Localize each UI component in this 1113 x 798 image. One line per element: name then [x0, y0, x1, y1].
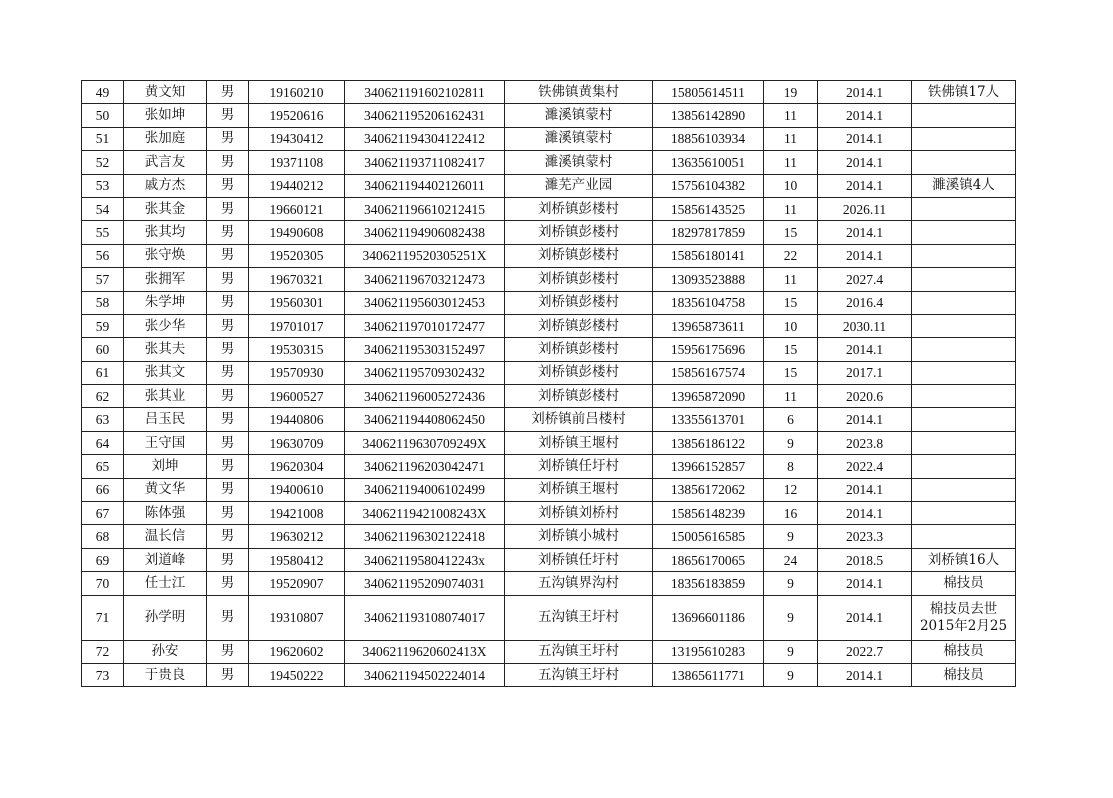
cell-remark — [912, 268, 1016, 291]
cell-phone: 13195610283 — [653, 640, 764, 663]
cell-address: 刘桥镇任圩村 — [505, 548, 653, 571]
cell-id-number: 340621194006102499 — [345, 478, 505, 501]
cell-phone: 13865611771 — [653, 663, 764, 686]
cell-name: 吕玉民 — [124, 408, 207, 431]
cell-name: 张守焕 — [124, 244, 207, 267]
cell-phone: 18356104758 — [653, 291, 764, 314]
table-row — [82, 81, 1016, 104]
cell-id-number: 340621195603012453 — [345, 291, 505, 314]
cell-id-number: 34062119421008243X — [345, 502, 505, 525]
table-row — [82, 268, 1016, 291]
cell-birth-date: 19490608 — [249, 221, 345, 244]
cell-address: 刘桥镇彭楼村 — [505, 385, 653, 408]
cell-name: 陈体强 — [124, 502, 207, 525]
cell-years: 16 — [764, 502, 818, 525]
cell-gender: 男 — [207, 361, 249, 384]
cell-name: 孙学明 — [124, 595, 207, 640]
cell-id-number: 340621191602102811 — [345, 81, 505, 104]
cell-address: 刘桥镇彭楼村 — [505, 221, 653, 244]
cell-years: 10 — [764, 174, 818, 197]
table-row — [82, 151, 1016, 174]
cell-name: 刘道峰 — [124, 548, 207, 571]
cell-address: 五沟镇界沟村 — [505, 572, 653, 595]
cell-birth-date: 19520305 — [249, 244, 345, 267]
cell-date: 2014.1 — [818, 81, 912, 104]
cell-date: 2027.4 — [818, 268, 912, 291]
cell-years: 8 — [764, 455, 818, 478]
cell-number: 49 — [82, 81, 124, 104]
cell-number: 67 — [82, 502, 124, 525]
cell-gender: 男 — [207, 268, 249, 291]
cell-date: 2014.1 — [818, 502, 912, 525]
cell-address: 刘桥镇彭楼村 — [505, 338, 653, 361]
cell-id-number: 340621196203042471 — [345, 455, 505, 478]
cell-address: 五沟镇王圩村 — [505, 640, 653, 663]
cell-number: 51 — [82, 127, 124, 150]
cell-number: 60 — [82, 338, 124, 361]
cell-gender: 男 — [207, 127, 249, 150]
cell-birth-date: 19630709 — [249, 431, 345, 454]
cell-phone: 18656170065 — [653, 548, 764, 571]
cell-gender: 男 — [207, 385, 249, 408]
cell-gender: 男 — [207, 314, 249, 337]
cell-address: 刘桥镇彭楼村 — [505, 268, 653, 291]
table-row — [82, 502, 1016, 525]
cell-name: 刘坤 — [124, 455, 207, 478]
cell-gender: 男 — [207, 151, 249, 174]
cell-id-number: 340621194906082438 — [345, 221, 505, 244]
cell-address: 刘桥镇刘桥村 — [505, 502, 653, 525]
cell-gender: 男 — [207, 478, 249, 501]
cell-remark — [912, 127, 1016, 150]
cell-name: 温长信 — [124, 525, 207, 548]
cell-gender: 男 — [207, 197, 249, 220]
cell-address: 濉芜产业园 — [505, 174, 653, 197]
cell-phone: 15005616585 — [653, 525, 764, 548]
cell-number: 53 — [82, 174, 124, 197]
cell-number: 69 — [82, 548, 124, 571]
cell-phone: 13635610051 — [653, 151, 764, 174]
table-row — [82, 525, 1016, 548]
cell-remark: 铁佛镇17人 — [912, 81, 1016, 104]
cell-name: 孙安 — [124, 640, 207, 663]
cell-gender: 男 — [207, 663, 249, 686]
cell-address: 刘桥镇彭楼村 — [505, 314, 653, 337]
cell-remark — [912, 104, 1016, 127]
cell-phone: 15856167574 — [653, 361, 764, 384]
cell-name: 张其金 — [124, 197, 207, 220]
cell-remark: 濉溪镇4人 — [912, 174, 1016, 197]
cell-date: 2014.1 — [818, 408, 912, 431]
cell-date: 2020.6 — [818, 385, 912, 408]
table-row — [82, 431, 1016, 454]
cell-birth-date: 19371108 — [249, 151, 345, 174]
cell-phone: 15956175696 — [653, 338, 764, 361]
cell-phone: 15805614511 — [653, 81, 764, 104]
cell-years: 9 — [764, 525, 818, 548]
cell-name: 张如坤 — [124, 104, 207, 127]
cell-date: 2014.1 — [818, 572, 912, 595]
cell-name: 于贵良 — [124, 663, 207, 686]
table-row — [82, 244, 1016, 267]
cell-name: 张其业 — [124, 385, 207, 408]
cell-date: 2014.1 — [818, 104, 912, 127]
cell-id-number: 340621195206162431 — [345, 104, 505, 127]
cell-number: 50 — [82, 104, 124, 127]
cell-name: 张加庭 — [124, 127, 207, 150]
cell-remark — [912, 502, 1016, 525]
cell-gender: 男 — [207, 548, 249, 571]
cell-birth-date: 19400610 — [249, 478, 345, 501]
cell-gender: 男 — [207, 221, 249, 244]
cell-name: 黄文知 — [124, 81, 207, 104]
cell-address: 铁佛镇黄集村 — [505, 81, 653, 104]
cell-address: 五沟镇王圩村 — [505, 595, 653, 640]
cell-years: 11 — [764, 127, 818, 150]
cell-years: 15 — [764, 361, 818, 384]
cell-name: 朱学坤 — [124, 291, 207, 314]
table-row — [82, 548, 1016, 571]
cell-gender: 男 — [207, 455, 249, 478]
cell-years: 19 — [764, 81, 818, 104]
cell-date: 2022.4 — [818, 455, 912, 478]
cell-id-number: 340621196703212473 — [345, 268, 505, 291]
cell-gender: 男 — [207, 525, 249, 548]
cell-phone: 18856103934 — [653, 127, 764, 150]
cell-address: 刘桥镇彭楼村 — [505, 197, 653, 220]
cell-birth-date: 19580412 — [249, 548, 345, 571]
cell-remark — [912, 338, 1016, 361]
cell-id-number: 34062119520305251X — [345, 244, 505, 267]
cell-years: 9 — [764, 595, 818, 640]
table-row — [82, 127, 1016, 150]
cell-birth-date: 19160210 — [249, 81, 345, 104]
cell-id-number: 340621195303152497 — [345, 338, 505, 361]
cell-phone: 18297817859 — [653, 221, 764, 244]
cell-remark: 棉技员 — [912, 663, 1016, 686]
cell-remark — [912, 385, 1016, 408]
cell-id-number: 340621194402126011 — [345, 174, 505, 197]
cell-remark — [912, 197, 1016, 220]
cell-years: 24 — [764, 548, 818, 571]
cell-address: 濉溪镇蒙村 — [505, 127, 653, 150]
cell-remark — [912, 361, 1016, 384]
table-row — [82, 197, 1016, 220]
cell-remark — [912, 478, 1016, 501]
cell-phone: 13966152857 — [653, 455, 764, 478]
cell-years: 22 — [764, 244, 818, 267]
cell-phone: 13856142890 — [653, 104, 764, 127]
cell-id-number: 340621194408062450 — [345, 408, 505, 431]
cell-gender: 男 — [207, 174, 249, 197]
cell-number: 54 — [82, 197, 124, 220]
cell-gender: 男 — [207, 104, 249, 127]
cell-address: 刘桥镇王堰村 — [505, 431, 653, 454]
cell-phone: 15756104382 — [653, 174, 764, 197]
table-row — [82, 314, 1016, 337]
cell-gender: 男 — [207, 431, 249, 454]
cell-date: 2014.1 — [818, 338, 912, 361]
cell-phone: 18356183859 — [653, 572, 764, 595]
table-row — [82, 338, 1016, 361]
cell-date: 2017.1 — [818, 361, 912, 384]
cell-date: 2023.3 — [818, 525, 912, 548]
cell-name: 张少华 — [124, 314, 207, 337]
cell-id-number: 340621196610212415 — [345, 197, 505, 220]
cell-number: 68 — [82, 525, 124, 548]
cell-address: 濉溪镇蒙村 — [505, 151, 653, 174]
cell-address: 刘桥镇任圩村 — [505, 455, 653, 478]
cell-remark — [912, 525, 1016, 548]
cell-address: 刘桥镇彭楼村 — [505, 361, 653, 384]
cell-id-number: 340621195709302432 — [345, 361, 505, 384]
cell-date: 2018.5 — [818, 548, 912, 571]
cell-birth-date: 19701017 — [249, 314, 345, 337]
cell-number: 63 — [82, 408, 124, 431]
cell-address: 刘桥镇王堰村 — [505, 478, 653, 501]
cell-id-number: 340621197010172477 — [345, 314, 505, 337]
table-row — [82, 221, 1016, 244]
cell-birth-date: 19620602 — [249, 640, 345, 663]
cell-years: 11 — [764, 385, 818, 408]
cell-date: 2014.1 — [818, 221, 912, 244]
cell-date: 2014.1 — [818, 595, 912, 640]
table-row — [82, 663, 1016, 686]
table-row — [82, 385, 1016, 408]
cell-id-number: 340621193108074017 — [345, 595, 505, 640]
cell-name: 戚方杰 — [124, 174, 207, 197]
cell-gender: 男 — [207, 572, 249, 595]
cell-date: 2026.11 — [818, 197, 912, 220]
cell-years: 15 — [764, 338, 818, 361]
cell-date: 2014.1 — [818, 127, 912, 150]
cell-years: 10 — [764, 314, 818, 337]
cell-date: 2030.11 — [818, 314, 912, 337]
document-sheet — [81, 80, 1015, 687]
cell-number: 58 — [82, 291, 124, 314]
cell-birth-date: 19560301 — [249, 291, 345, 314]
cell-phone: 15856180141 — [653, 244, 764, 267]
cell-gender: 男 — [207, 81, 249, 104]
cell-id-number: 340621195209074031 — [345, 572, 505, 595]
cell-date: 2014.1 — [818, 244, 912, 267]
cell-number: 52 — [82, 151, 124, 174]
cell-number: 62 — [82, 385, 124, 408]
cell-number: 72 — [82, 640, 124, 663]
cell-date: 2016.4 — [818, 291, 912, 314]
cell-birth-date: 19600527 — [249, 385, 345, 408]
cell-years: 6 — [764, 408, 818, 431]
cell-name: 武言友 — [124, 151, 207, 174]
table-row — [82, 408, 1016, 431]
cell-number: 56 — [82, 244, 124, 267]
cell-remark: 棉技员 — [912, 572, 1016, 595]
cell-number: 73 — [82, 663, 124, 686]
cell-address: 刘桥镇前吕楼村 — [505, 408, 653, 431]
cell-birth-date: 19520907 — [249, 572, 345, 595]
cell-years: 9 — [764, 640, 818, 663]
cell-phone: 13856186122 — [653, 431, 764, 454]
cell-name: 张其文 — [124, 361, 207, 384]
cell-name: 王守国 — [124, 431, 207, 454]
cell-remark — [912, 431, 1016, 454]
cell-phone: 13856172062 — [653, 478, 764, 501]
cell-birth-date: 19520616 — [249, 104, 345, 127]
cell-phone: 13355613701 — [653, 408, 764, 431]
table-row — [82, 572, 1016, 595]
cell-years: 9 — [764, 663, 818, 686]
cell-remark — [912, 244, 1016, 267]
cell-birth-date: 19310807 — [249, 595, 345, 640]
cell-gender: 男 — [207, 502, 249, 525]
cell-phone: 13696601186 — [653, 595, 764, 640]
cell-years: 11 — [764, 151, 818, 174]
cell-id-number: 340621196302122418 — [345, 525, 505, 548]
cell-remark — [912, 151, 1016, 174]
cell-phone: 13093523888 — [653, 268, 764, 291]
cell-number: 64 — [82, 431, 124, 454]
cell-phone: 13965873611 — [653, 314, 764, 337]
table-row — [82, 361, 1016, 384]
cell-birth-date: 19450222 — [249, 663, 345, 686]
cell-remark: 棉技员 — [912, 640, 1016, 663]
cell-gender: 男 — [207, 244, 249, 267]
cell-gender: 男 — [207, 640, 249, 663]
cell-gender: 男 — [207, 408, 249, 431]
cell-birth-date: 19440212 — [249, 174, 345, 197]
cell-years: 15 — [764, 291, 818, 314]
cell-address: 刘桥镇小城村 — [505, 525, 653, 548]
cell-id-number: 340621194502224014 — [345, 663, 505, 686]
table-row — [82, 174, 1016, 197]
cell-birth-date: 19570930 — [249, 361, 345, 384]
cell-name: 黄文华 — [124, 478, 207, 501]
cell-name: 张拥军 — [124, 268, 207, 291]
cell-remark — [912, 221, 1016, 244]
cell-id-number: 34062119620602413X — [345, 640, 505, 663]
cell-id-number: 340621193711082417 — [345, 151, 505, 174]
cell-name: 张其夫 — [124, 338, 207, 361]
roster-body — [82, 81, 1016, 687]
cell-birth-date: 19670321 — [249, 268, 345, 291]
cell-birth-date: 19421008 — [249, 502, 345, 525]
cell-number: 57 — [82, 268, 124, 291]
cell-id-number: 340621194304122412 — [345, 127, 505, 150]
cell-address: 五沟镇王圩村 — [505, 663, 653, 686]
cell-number: 59 — [82, 314, 124, 337]
cell-date: 2023.8 — [818, 431, 912, 454]
roster-table — [81, 80, 1016, 687]
cell-birth-date: 19430412 — [249, 127, 345, 150]
cell-address: 刘桥镇彭楼村 — [505, 291, 653, 314]
cell-birth-date: 19660121 — [249, 197, 345, 220]
cell-gender: 男 — [207, 338, 249, 361]
cell-gender: 男 — [207, 595, 249, 640]
cell-address: 刘桥镇彭楼村 — [505, 244, 653, 267]
cell-remark — [912, 291, 1016, 314]
table-row — [82, 640, 1016, 663]
cell-birth-date: 19530315 — [249, 338, 345, 361]
cell-remark: 刘桥镇16人 — [912, 548, 1016, 571]
table-row — [82, 291, 1016, 314]
table-row — [82, 455, 1016, 478]
cell-remark — [912, 408, 1016, 431]
cell-years: 9 — [764, 572, 818, 595]
cell-years: 11 — [764, 268, 818, 291]
cell-number: 65 — [82, 455, 124, 478]
cell-id-number: 340621196005272436 — [345, 385, 505, 408]
cell-years: 9 — [764, 431, 818, 454]
cell-remark: 棉技员去世 2015年2月25 — [912, 595, 1016, 640]
cell-date: 2014.1 — [818, 151, 912, 174]
cell-years: 12 — [764, 478, 818, 501]
cell-birth-date: 19620304 — [249, 455, 345, 478]
cell-address: 濉溪镇蒙村 — [505, 104, 653, 127]
cell-remark — [912, 314, 1016, 337]
cell-remark — [912, 455, 1016, 478]
cell-number: 70 — [82, 572, 124, 595]
table-row — [82, 104, 1016, 127]
cell-name: 任士江 — [124, 572, 207, 595]
cell-name: 张其均 — [124, 221, 207, 244]
cell-id-number: 34062119630709249X — [345, 431, 505, 454]
table-row — [82, 478, 1016, 501]
cell-years: 15 — [764, 221, 818, 244]
cell-number: 61 — [82, 361, 124, 384]
cell-years: 11 — [764, 197, 818, 220]
cell-date: 2022.7 — [818, 640, 912, 663]
cell-birth-date: 19630212 — [249, 525, 345, 548]
cell-years: 11 — [764, 104, 818, 127]
table-row — [82, 595, 1016, 640]
cell-date: 2014.1 — [818, 478, 912, 501]
cell-date: 2014.1 — [818, 174, 912, 197]
cell-phone: 13965872090 — [653, 385, 764, 408]
cell-number: 71 — [82, 595, 124, 640]
cell-birth-date: 19440806 — [249, 408, 345, 431]
cell-number: 66 — [82, 478, 124, 501]
cell-phone: 15856148239 — [653, 502, 764, 525]
cell-gender: 男 — [207, 291, 249, 314]
cell-number: 55 — [82, 221, 124, 244]
cell-id-number: 34062119580412243x — [345, 548, 505, 571]
cell-date: 2014.1 — [818, 663, 912, 686]
cell-phone: 15856143525 — [653, 197, 764, 220]
